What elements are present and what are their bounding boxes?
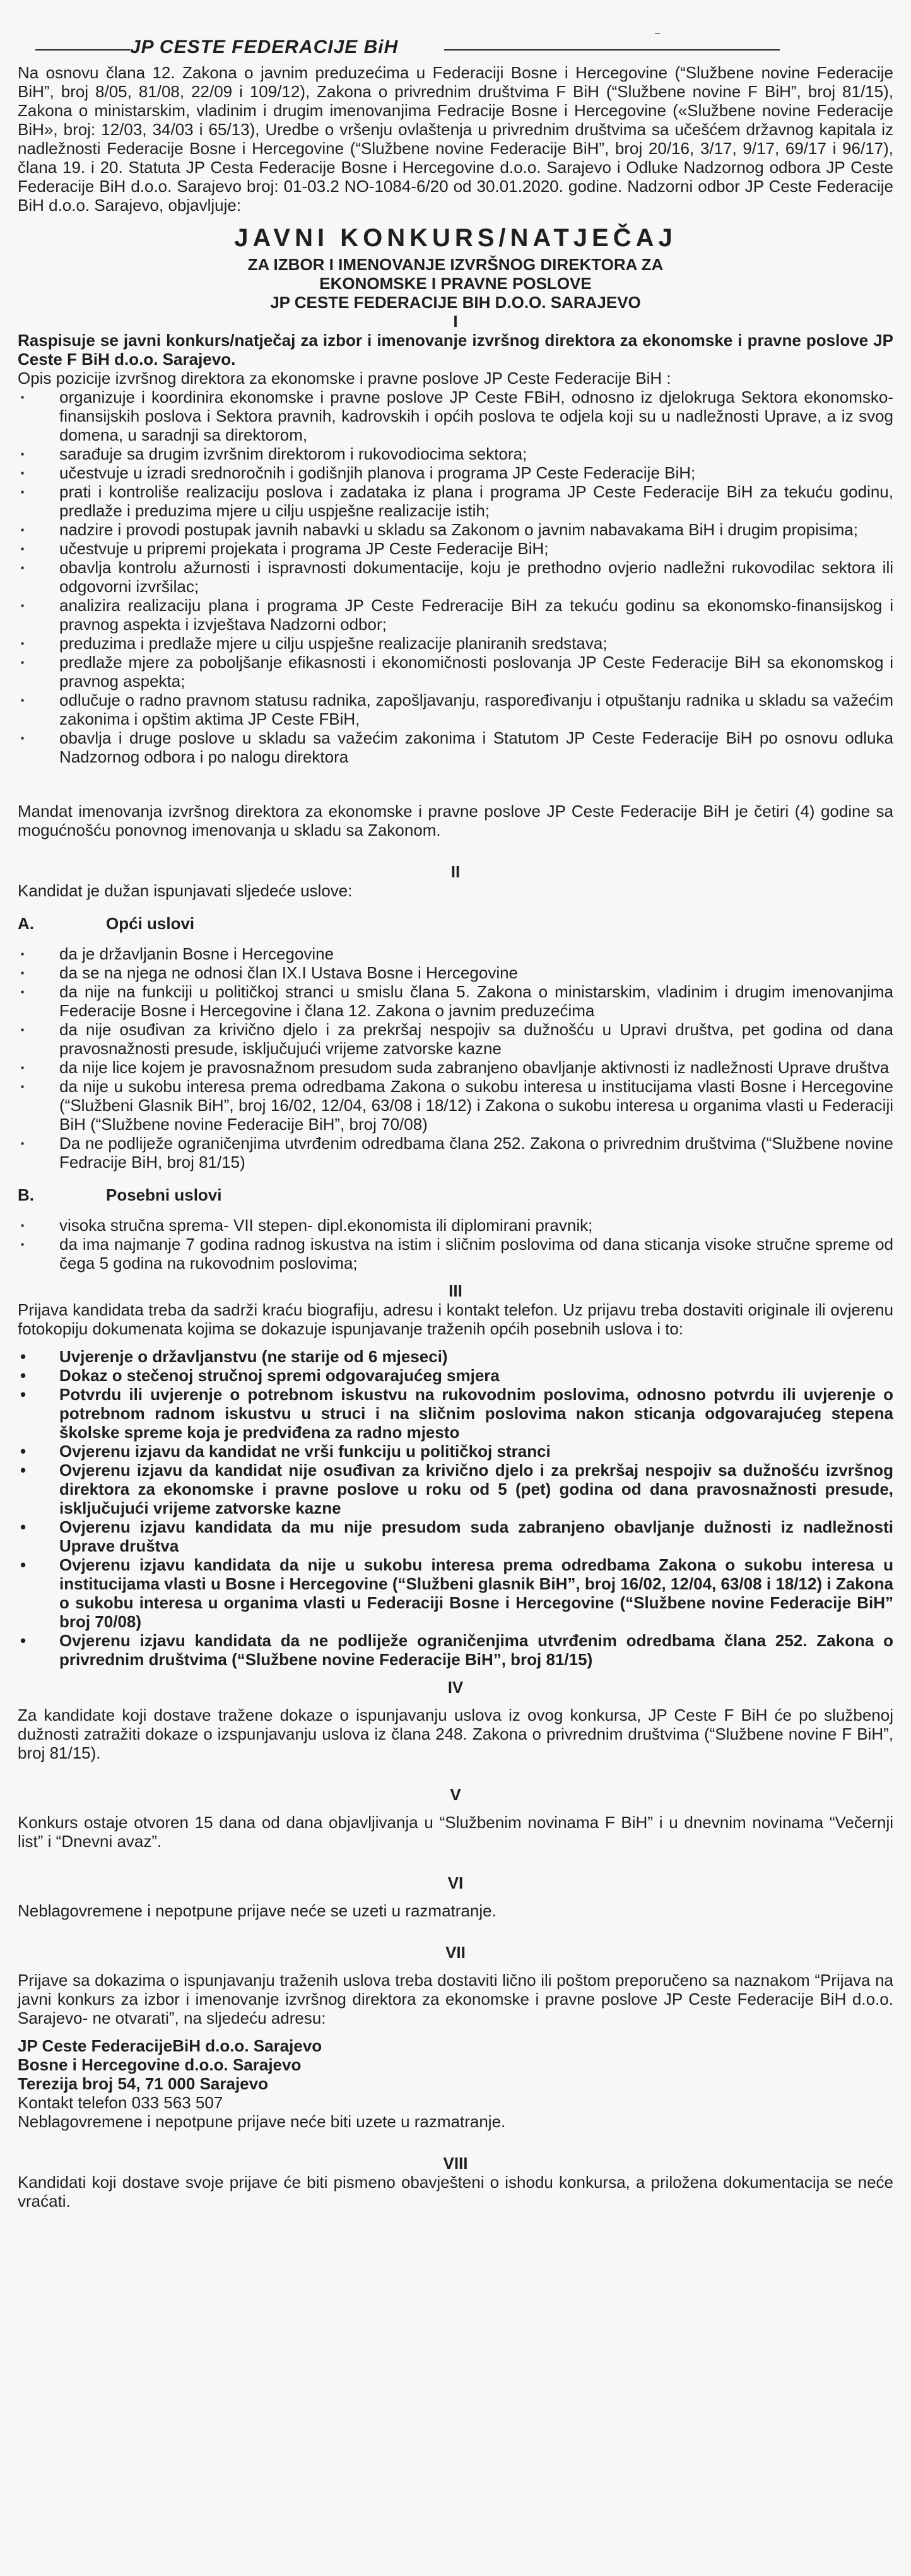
list-item: · Da ne podliježe ograničenjima utvrđenim odredbama člana 252. Zakona o privrednim društvima (“Službene novine Fedracije BiH, broj 81/15): [18, 1134, 893, 1172]
list-item: · da se na njega ne odnosi član IX.I Ustava Bosne i Hercegovine: [18, 963, 893, 982]
section-numeral: VIII: [443, 2154, 468, 2173]
general-conditions-list: [18, 944, 893, 1172]
section-4-text: Za kandidate koji dostave tražene dokaze o ispunjavanju uslova iz ovog konkursa, JP Ceste F BiH će po službenoj dužnosti zatražiti dokaze o izspunjavanju uslova iz člana 248. Zakona o privrednim društvima (“Službene novine F BiH”, broj 81/15).: [18, 1706, 893, 1762]
address-line: Bosne i Hercegovine d.o.o. Sarajevo: [18, 2055, 302, 2074]
address-line: JP Ceste FederacijeBiH d.o.o. Sarajevo: [18, 2036, 322, 2055]
contest-subtitle-line: ZA IZBOR I IMENOVANJE IZVRŠNOG DIREKTORA ZA: [247, 255, 664, 274]
section-numeral: VI: [447, 1873, 464, 1892]
list-item: · predlaže mjere za poboljšanje efikasnosti i ekonomičnosti poslovanja JP Ceste Federacije BiH sa ekonomskog i pravnog aspekta;: [18, 653, 893, 691]
list-item: · organizuje i koordinira ekonomske i pravne poslove JP Ceste FBiH, odnosno iz djelokruga Sektora ekonomsko-finansijskih poslova i Sektora pravnih, kadrovskih i općih poslova te odjela koji su u nadležnosti Uprave, a iz svog domena, u saradnji sa direktorom,: [18, 388, 893, 444]
duties-list: [18, 388, 893, 766]
section-numeral: I: [453, 312, 458, 331]
list-item: · visoka stručna sprema- VII stepen- dipl.ekonomista ili diplomirani pravnik;: [18, 1216, 893, 1235]
position-description-lead: Opis pozicije izvršnog direktora za ekonomske i pravne poslove JP Ceste Federacije BiH :: [18, 369, 671, 388]
list-item: • Uvjerenje o državljanstvu (ne starije od 6 mjeseci): [18, 1347, 893, 1366]
section-7-note: Neblagovremene i nepotpune prijave neće biti uzete u razmatranje.: [18, 2112, 506, 2131]
list-item: · nadzire i provodi postupak javnih nabavki u skladu sa Zakonom o javnim nabavakama BiH i drugim propisima;: [18, 520, 893, 539]
header-title: JP CESTE FEDERACIJE BiH: [130, 37, 399, 57]
list-item: · obavlja kontrolu ažurnosti i ispravnosti dokumentacije, koju je prethodno ovjerio nadležni rukovodilac sektora ili odgovorni izvršilac;: [18, 558, 893, 596]
list-item: · da nije u sukobu interesa prema odredbama Zakona o sukobu interesa u institucijama vlasti Bosne i Hercegovine (“Službeni Glasnik BiH”, broj 16/02, 12/04, 63/08 i 18/12) i Zakona o sukobu interesa u organima vlasti u Federaciji BiH (“Službene novine Federacije BiH”, broj 70/08): [18, 1077, 893, 1134]
list-item: • Ovjerenu izjavu da kandidat ne vrši funkciju u političkoj stranci: [18, 1442, 893, 1461]
list-item: · da nije na funkciji u političkoj stranci u smislu člana 5. Zakona o ministarskim, vladinim i drugim imenovanjima Federacije Bosne i Hercegovine i člana 12. Zakona o javnim preduzećima: [18, 982, 893, 1020]
contest-subtitle-line: JP CESTE FEDERACIJE BIH D.O.O. SARAJEVO: [270, 293, 641, 312]
contact-phone: Kontakt telefon 033 563 507: [18, 2093, 223, 2112]
header-rule-right: [444, 49, 780, 50]
print-mark: [655, 33, 660, 34]
section-numeral: III: [449, 1281, 462, 1300]
list-item: · sarađuje sa drugim izvršnim direktorom i rukovodiocima sektora;: [18, 444, 893, 463]
list-item: · prati i kontroliše realizaciju poslova i zadataka iz plana i programa JP Ceste Federacije BiH za tekuću godinu, predlaže i preduzima mjere u cilju uspješne realizacije istih;: [18, 482, 893, 520]
list-item: · učestvuje u izradi srednoročnih i godišnjih planova i programa JP Ceste Federacije BiH;: [18, 463, 893, 482]
special-conditions-heading: [18, 1185, 893, 1204]
application-lead: Prijava kandidata treba da sadrži kraću biografiju, adresu i kontakt telefon. Uz prijavu treba dostaviti originale ili ovjerenu fotokopiju dokumenata kojima se dokazuje ispunjavanje traženih općih posebnih uslova i to:: [18, 1300, 893, 1338]
section-numeral: V: [450, 1785, 461, 1804]
list-item: • Ovjerenu izjavu kandidata da nije u sukobu interesa prema odredbama Zakona o sukobu interesa u institucijama vlasti u Bosne i Hercegovine (“Službeni glasnik BiH”, broj 16/02, 12/04, 63/08 i 18/12) i Zakona o sukobu interesa u organima vlasti u Federaciji Bosne i Hercegovine (“Službene novine Federacije BiH” broj 70/08): [18, 1555, 893, 1631]
section-numeral: IV: [447, 1678, 464, 1697]
list-item: • Potvrdu ili uvjerenje o potrebnom iskustvu na rukovodnim poslovima, odnosno potvrdu ili uvjerenje o potrebnom radnom iskustvu u struci i na sličnim poslovima nakon sticanja odgovarajućeg stepena školske spreme koja je predviđena za radno mjesto: [18, 1385, 893, 1442]
special-conditions-list: [18, 1216, 893, 1273]
header-rule-left: [35, 49, 130, 50]
list-item: • Dokaz o stečenoj stručnoj spremi odgovarajućeg smjera: [18, 1366, 893, 1385]
contest-subtitle-line: EKONOMSKE I PRAVNE POSLOVE: [319, 274, 592, 293]
intro-paragraph: Na osnovu člana 12. Zakona o javnim preduzećima u Federaciji Bosne i Hercegovine (“Službene novine Federacije BiH”, broj 8/05, 81/08, 22/09 i 109/12), Zakona o privrednim društvima F BiH (“Službene novine F BiH”, broj 81/15), Zakona o ministarskim, vladinim i drugim imenovanjima Fedracije Bosne i Hercegovine («Službene novine Federacije BiH», broj: 12/03, 34/03 i 65/13), Uredbe o vršenju ovlaštenja u privrednim društvima sa učešćem državnog kapitala iz nadležnosti Federacije Bosne i Hercegovine (“Službene novine Federacije BiH”, broj 20/16, 3/17, 9/17, 69/17 i 96/17), člana 19. i 20. Statuta JP Cesta Federacije Bosne i Hercegovine d.o.o. Sarajevo i Odluke Nadzornog odbora JP Ceste Federacije BiH d.o.o. Sarajevo broj: 01-03.2 NO-1084-6/20 od 30.01.2020. godine. Nadzorni odbor JP Ceste Federacije BiH d.o.o. Sarajevo, objavljuje:: [18, 63, 893, 215]
address-line: Terezija broj 54, 71 000 Sarajevo: [18, 2074, 268, 2093]
list-item: • Ovjerenu izjavu kandidata da mu nije presudom suda zabranjeno obavljanje dužnosti iz nadležnosti Uprave društva: [18, 1517, 893, 1555]
list-item: · da nije osuđivan za krivično djelo i za prekršaj nespojiv sa dužnošću u Upravi društva, pet godina od dana pravosnažnosti presude, isključujući vrijeme zatvorske kazne: [18, 1020, 893, 1058]
list-item: · da ima najmanje 7 godina radnog iskustva na istim i sličnim poslovima od dana sticanja visoke stručne spreme od čega 5 godina na rukovodnim poslovima;: [18, 1235, 893, 1273]
list-item: · preduzima i predlaže mjere u cilju uspješne realizacije planiranih sredstava;: [18, 634, 893, 653]
section-8-text: Kandidati koji dostave svoje prijave će biti pismeno obavješteni o ishodu konkursa, a priložena dokumentacija se neće vraćati.: [18, 2173, 893, 2211]
list-item: · da nije lice kojem je pravosnažnom presudom suda zabranjeno obavljanje aktivnosti iz nadležnosti Uprave društva: [18, 1058, 893, 1077]
contest-title: JAVNI KONKURS/NATJEČAJ: [234, 224, 677, 252]
conditions-lead: Kandidat je dužan ispunjavati sljedeće uslove:: [18, 881, 353, 900]
list-item: · obavlja i druge poslove u skladu sa važećim zakonima i Statutom JP Ceste Federacije BiH po osnovu odluka Nadzornog odbora i po nalogu direktora: [18, 728, 893, 766]
list-item: · odlučuje o radno pravnom statusu radnika, zapošljavanju, raspoređivanju i otpuštanju radnika u skladu sa važećim zakonima i opštim aktima JP Ceste FBiH,: [18, 691, 893, 728]
list-item: · učestvuje u pripremi projekata i programa JP Ceste Federacije BiH;: [18, 539, 893, 558]
list-item: • Ovjerenu izjavu da kandidat nije osuđivan za krivično djelo i za prekršaj nespojiv sa dužnošću izvršnog direktora za ekonomske i pravne poslove u roku od 5 (pet) godina od dana pravosnažnosti presude, isključujući vrijeme zatvorske kazne: [18, 1461, 893, 1517]
mandate-paragraph: Mandat imenovanja izvršnog direktora za ekonomske i pravne poslove JP Ceste Federacije BiH je četiri (4) godine sa mogućnošću ponovnog imenovanja u skladu sa Zakonom.: [18, 802, 893, 840]
heading-letter: B.: [18, 1185, 34, 1204]
section-6-text: Neblagovremene i nepotpune prijave neće se uzeti u razmatranje.: [18, 1901, 497, 1920]
list-item: · analizira realizaciju plana i programa JP Ceste Fedreracije BiH za tekuću godinu sa ekonomsko-finansijskog i pravnog aspekta i izvještava Nadzorni odbor;: [18, 596, 893, 634]
section-numeral: VII: [445, 1943, 466, 1962]
general-conditions-heading: [18, 914, 893, 933]
section-numeral: II: [450, 862, 461, 881]
header: [18, 0, 893, 57]
list-item: • Ovjerenu izjavu kandidata da ne podliježe ograničenjima utvrđenim odredbama člana 252. Zakona o privrednim društvima (“Službene novine Federacije BiH”, broj 81/15): [18, 1631, 893, 1669]
list-item: · da je državljanin Bosne i Hercegovine: [18, 944, 893, 963]
heading-letter: A.: [18, 914, 34, 933]
announcement: Raspisuje se javni konkurs/natječaj za izbor i imenovanje izvršnog direktora za ekonomske i pravne poslove JP Ceste F BiH d.o.o. Sarajevo.: [18, 331, 893, 369]
heading-text: Posebni uslovi: [106, 1185, 222, 1204]
section-5-text: Konkurs ostaje otvoren 15 dana od dana objavljivanja u “Službenim novinama F BiH” i u dnevnim novinama “Večernji list” i “Dnevni avaz”.: [18, 1813, 893, 1851]
required-documents-list: [18, 1347, 893, 1669]
section-7-text: Prijave sa dokazima o ispunjavanju traženih uslova treba dostaviti lično ili poštom preporučeno sa naznakom “Prijava na javni konkurs za izbor i imenovanje izvršnog direktora za ekonomske i pravne poslove JP Ceste Federacije BiH d.o.o. Sarajevo- ne otvarati”, na sljedeću adresu:: [18, 1971, 893, 2027]
heading-text: Opći uslovi: [106, 914, 195, 933]
